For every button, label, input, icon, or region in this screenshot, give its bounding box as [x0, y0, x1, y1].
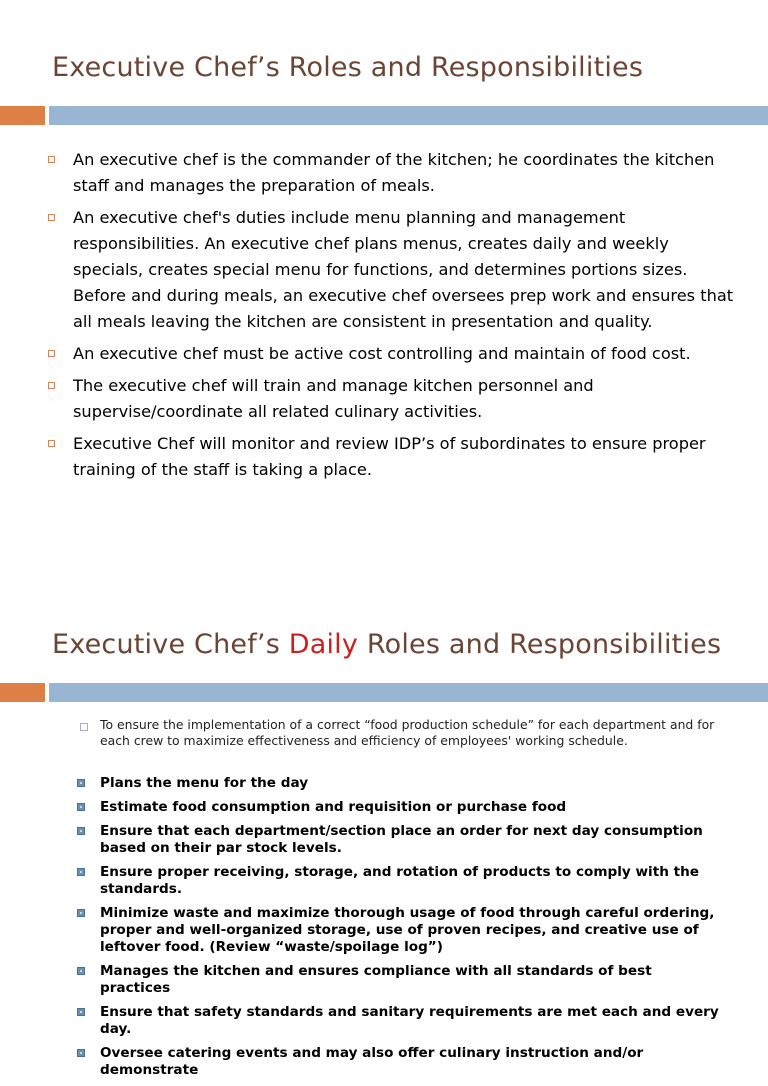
list-item: Manages the kitchen and ensures compliance with all standards of best practices: [76, 963, 726, 997]
list-item: Oversee catering events and may also offer culinary instruction and/or demonstrate: [76, 1045, 726, 1079]
rule-orange-block: [0, 683, 45, 702]
filled-square-bullet-icon: [77, 1008, 85, 1016]
square-bullet-icon: [48, 382, 55, 389]
list-item: Executive Chef will monitor and review IDP’s of subordinates to ensure proper training of the staff is taking a place.: [46, 431, 736, 483]
list-item: An executive chef must be active cost controlling and maintain of food cost.: [46, 341, 736, 367]
filled-square-bullet-icon: [77, 827, 85, 835]
slide-2: [0, 576, 768, 1078]
filled-square-bullet-icon: [77, 909, 85, 917]
list-item: An executive chef's duties include menu planning and management responsibilities. An executive chef plans menus, creates daily and weekly specials, creates special menu for functions, and determines portions sizes. Before and during meals, an executive chef oversees prep work and ensures that all meals leaving the kitchen are consistent in presentation and quality.: [46, 205, 736, 335]
rule-blue-bar: [49, 683, 768, 702]
square-bullet-icon: [48, 440, 55, 447]
list-item: The executive chef will train and manage kitchen personnel and supervise/coordinate all related culinary activities.: [46, 373, 736, 425]
list-item: Estimate food consumption and requisition or purchase food: [76, 799, 726, 816]
title-rule: [0, 106, 768, 125]
title-rule: [0, 683, 768, 702]
square-bullet-icon: [48, 214, 55, 221]
list-item: Minimize waste and maximize thorough usage of food through careful ordering, proper and well-organized storage, use of proven recipes, and creative use of leftover food. (Review “waste/spoilage log”): [76, 905, 726, 956]
square-bullet-icon: [80, 723, 88, 731]
filled-square-bullet-icon: [77, 1049, 85, 1057]
square-bullet-icon: [48, 350, 55, 357]
filled-square-bullet-icon: [77, 868, 85, 876]
filled-square-bullet-icon: [77, 967, 85, 975]
rule-orange-block: [0, 106, 45, 125]
slide-2-title: Executive Chef’s Daily Roles and Responsibilities: [52, 629, 722, 660]
list-item: Ensure proper receiving, storage, and rotation of products to comply with the standards.: [76, 864, 726, 898]
title-accent-word: Daily: [288, 629, 359, 660]
responsibilities-list: [46, 147, 736, 489]
list-item: Plans the menu for the day: [76, 775, 726, 792]
slide-1-title: Executive Chef’s Roles and Responsibilities: [52, 52, 644, 83]
intro-item: [75, 717, 735, 749]
rule-blue-bar: [49, 106, 768, 125]
list-item: Ensure that each department/section place an order for next day consumption based on their par stock levels.: [76, 823, 726, 857]
square-bullet-icon: [48, 156, 55, 163]
list-item: Ensure that safety standards and sanitary requirements are met each and every day.: [76, 1004, 726, 1038]
intro-text: To ensure the implementation of a correct “food production schedule” for each department and for each crew to maximize effectiveness and efficiency of employees' working schedule.: [100, 717, 715, 748]
filled-square-bullet-icon: [77, 803, 85, 811]
filled-square-bullet-icon: [77, 779, 85, 787]
daily-responsibilities-list: [76, 775, 726, 1086]
list-item: An executive chef is the commander of the kitchen; he coordinates the kitchen staff and manages the preparation of meals.: [46, 147, 736, 199]
